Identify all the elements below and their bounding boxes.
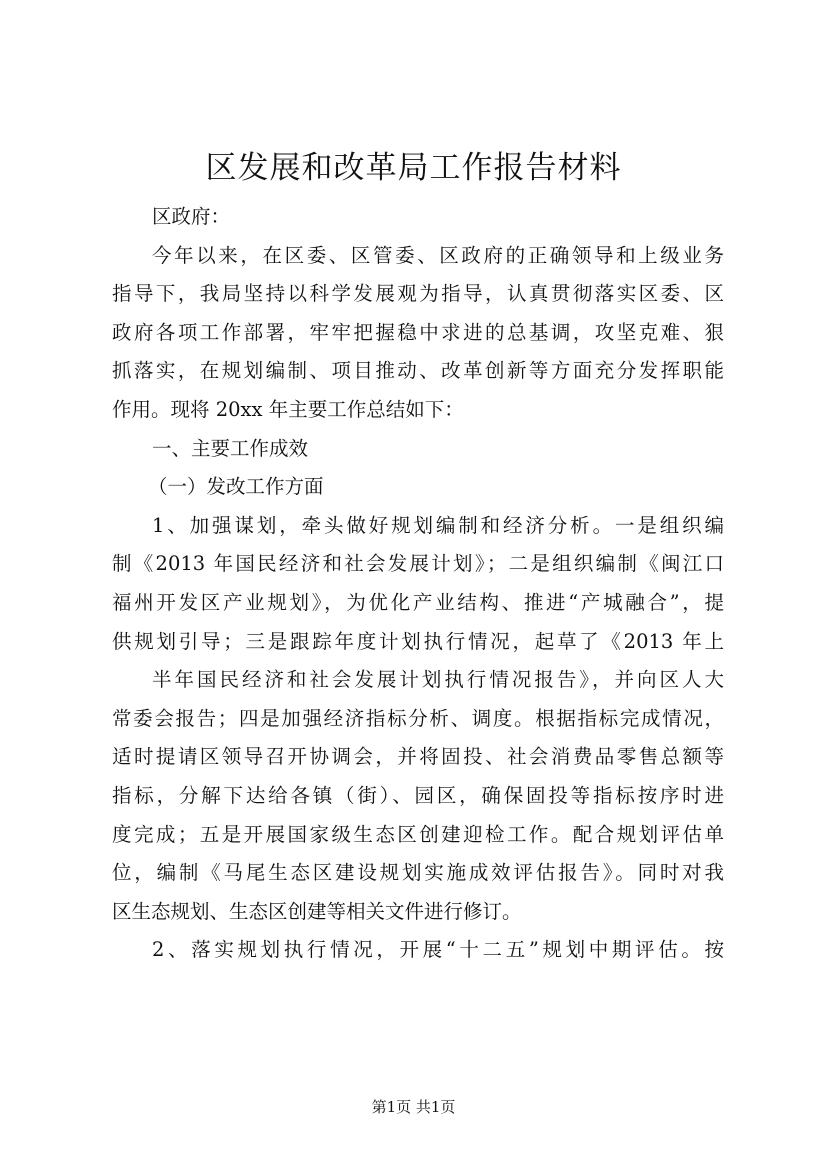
paragraph-line: 政府各项工作部署，牢牢把握稳中求进的总基调，攻坚克难、狠 xyxy=(112,320,724,344)
subsection-heading: （一）发改工作方面 xyxy=(148,475,324,499)
paragraph-line: 度完成；五是开展国家级生态区创建迎检工作。配合规划评估单 xyxy=(112,822,724,846)
paragraph-line: 福州开发区产业规划》，为优化产业结构、推进“产城融合”，提 xyxy=(112,590,724,614)
paragraph-line: 指导下，我局坚持以科学发展观为指导，认真贯彻落实区委、区 xyxy=(112,282,724,306)
paragraph-line: 区生态规划、生态区创建等相关文件进行修订。 xyxy=(112,899,522,923)
paragraph-line: 2、落实规划执行情况，开展“十二五”规划中期评估。按 xyxy=(152,938,724,962)
document-body xyxy=(112,198,724,970)
paragraph-line: 适时提请区领导召开协调会，并将固投、社会消费品零售总额等 xyxy=(112,745,724,769)
paragraph-line: 抓落实，在规划编制、项目推动、改革创新等方面充分发挥职能 xyxy=(112,359,724,383)
page-footer: 第1页 共1页 xyxy=(371,1098,456,1116)
paragraph-line: 作用。现将 20xx 年主要工作总结如下： xyxy=(112,397,464,421)
document-title: 区发展和改革局工作报告材料 xyxy=(205,150,622,186)
paragraph-line: 制《2013 年国民经济和社会发展计划》；二是组织编制《闽江口 xyxy=(112,552,724,576)
salutation-line: 区政府： xyxy=(152,205,231,228)
paragraph-line: 供规划引导；三是跟踪年度计划执行情况，起草了《2013 年上 xyxy=(112,629,724,653)
paragraph-line: 指标，分解下达给各镇（街）、园区，确保固投等指标按序时进 xyxy=(112,783,724,807)
paragraph-line: 今年以来，在区委、区管委、区政府的正确领导和上级业务 xyxy=(152,243,724,267)
paragraph-line: 位，编制《马尾生态区建设规划实施成效评估报告》。同时对我 xyxy=(112,861,724,885)
paragraph-line: 1、加强谋划，牵头做好规划编制和经济分析。一是组织编 xyxy=(152,513,724,537)
paragraph-line: 常委会报告；四是加强经济指标分析、调度。根据指标完成情况， xyxy=(112,706,724,730)
section-heading: 一、主要工作成效 xyxy=(152,436,309,460)
paragraph-line: 半年国民经济和社会发展计划执行情况报告》，并向区人大 xyxy=(152,668,724,692)
